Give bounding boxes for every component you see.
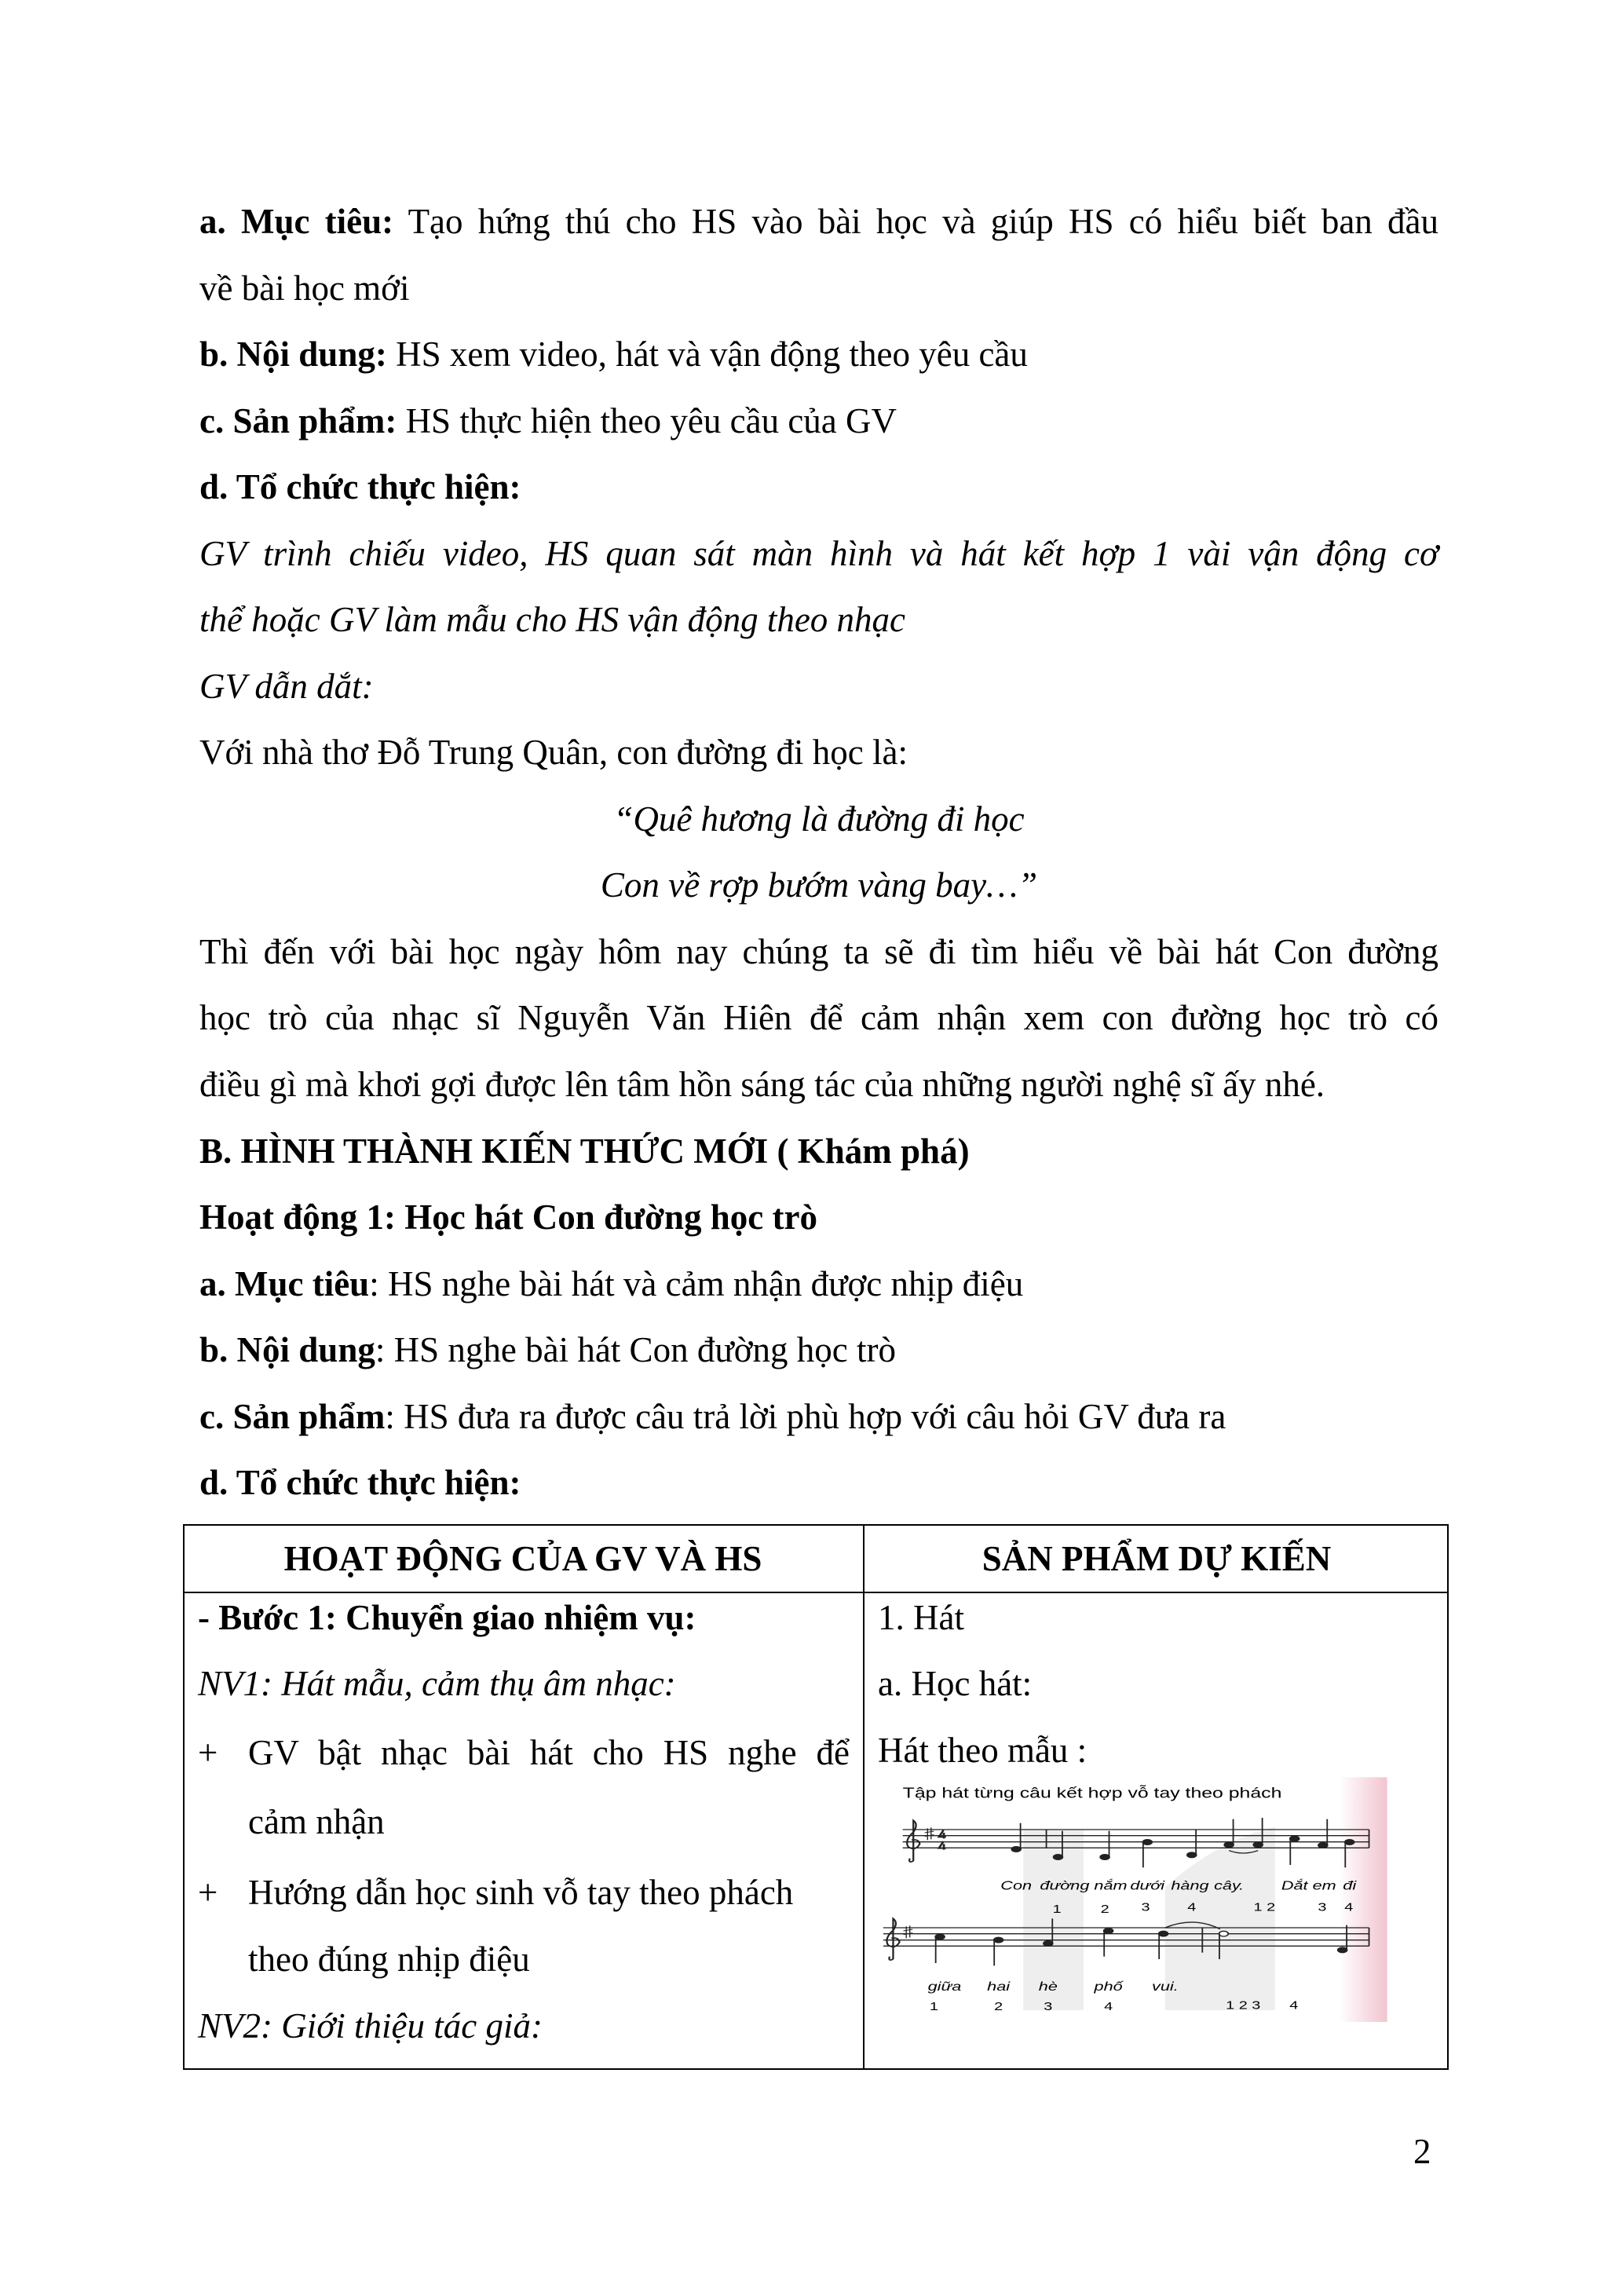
- item-2-line-1: Hướng dẫn học sinh vỗ tay theo phách: [248, 1873, 794, 1912]
- lyric: hai: [987, 1980, 1011, 1994]
- bullet-1: +: [198, 1733, 218, 1772]
- b-muc-tieu-text: : HS nghe bài hát và cảm nhận được nhịp điệu: [369, 1264, 1024, 1303]
- b-san-pham-label: c. Sản phẩm: [199, 1397, 386, 1436]
- beat-number: 2: [994, 1999, 1003, 2013]
- item-1-line-2: cảm nhận: [248, 1802, 385, 1841]
- to-chuc-heading: d. Tổ chức thực hiện:: [199, 467, 521, 506]
- b-muc-tieu-line: [199, 1251, 1023, 1317]
- beats-row-2: [930, 1998, 1299, 2013]
- flower-decoration: [1339, 1777, 1387, 2022]
- beat-number: 4: [1344, 1899, 1354, 1914]
- activity-heading: Hoạt động 1: Học hát Con đường học trò: [199, 1197, 817, 1237]
- beat-number: 3: [1318, 1899, 1327, 1914]
- muc-tieu-label: a. Mục tiêu:: [199, 202, 394, 241]
- table-header-products: SẢN PHẨM DỰ KIẾN: [981, 1539, 1332, 1578]
- muc-tieu-continuation: về bài học mới: [199, 269, 410, 308]
- music-title: Tập hát từng câu kết hợp vỗ tay theo phách: [902, 1784, 1282, 1801]
- beat-number: 4: [1289, 1998, 1299, 2012]
- san-pham-line: [199, 388, 897, 454]
- bullet-2: +: [198, 1873, 218, 1912]
- lyric: hè: [1038, 1980, 1058, 1994]
- muc-tieu-text: Tạo hứng thú cho HS vào bài học và giúp HS có hiểu biết ban đầu: [408, 202, 1439, 241]
- b-noi-dung-label: b. Nội dung: [199, 1330, 375, 1369]
- beat-number: 3: [1141, 1899, 1150, 1914]
- music-sheet-image: [864, 1775, 1413, 2049]
- italic-line-2: thể hoặc GV làm mẫu cho HS vận động theo nhạc: [199, 600, 906, 639]
- beat-number: 1: [1052, 1902, 1062, 1916]
- step-1-label: - Bước 1: Chuyển giao nhiệm vụ:: [198, 1598, 696, 1637]
- beat-number: 1 2: [1253, 1899, 1276, 1914]
- b-muc-tieu-label: a. Mục tiêu: [199, 1264, 370, 1303]
- lyrics-row-1: [1000, 1879, 1357, 1893]
- staff-2: [883, 1928, 1369, 1953]
- noi-dung-text: HS xem video, hát và vận động theo yêu cầu: [396, 335, 1028, 374]
- lyric: đường nắm: [1040, 1879, 1128, 1893]
- beat-number: 2: [1100, 1902, 1109, 1916]
- beat-number: 4: [1104, 1999, 1113, 2013]
- product-line-3: Hát theo mẫu :: [878, 1731, 1087, 1770]
- lyric: dưới: [1130, 1879, 1165, 1893]
- lyric: phố: [1094, 1980, 1123, 1994]
- poem-line-1: “Quê hương là đường đi học: [613, 799, 1025, 839]
- noi-dung-line: [199, 321, 1028, 387]
- table-header-activities: HOẠT ĐỘNG CỦA GV VÀ HS: [283, 1539, 762, 1578]
- lyric: cây.: [1214, 1879, 1245, 1893]
- item-2-line-2: theo đúng nhịp điệu: [248, 1940, 530, 1979]
- product-line-1: 1. Hát: [878, 1598, 964, 1637]
- lyric: giữa: [927, 1980, 962, 1994]
- product-line-2: a. Học hát:: [878, 1664, 1033, 1703]
- nv1-label: NV1: Hát mẫu, cảm thụ âm nhạc:: [198, 1664, 676, 1703]
- lyric: Con: [1000, 1879, 1033, 1893]
- lyric: Dắt em: [1281, 1879, 1336, 1893]
- b-to-chuc-heading: d. Tổ chức thực hiện:: [199, 1463, 521, 1502]
- italic-line-1: GV trình chiếu video, HS quan sát màn hình và hát kết hợp 1 vài vận động cơ: [199, 534, 1438, 573]
- muc-tieu-line: [199, 188, 1438, 254]
- treble-clef-icon: [907, 1820, 919, 1862]
- watermark-logo: [1023, 1827, 1275, 2010]
- lyrics-row-2: [928, 1980, 1179, 1994]
- nv2-label: NV2: Giới thiệu tác giả:: [198, 2006, 543, 2046]
- intro-line: Với nhà thơ Đỗ Trung Quân, con đường đi học là:: [199, 733, 908, 772]
- lyric: hàng: [1171, 1879, 1209, 1893]
- notes-row-2: [935, 1918, 1347, 1965]
- beat-number: 1 2 3: [1226, 1998, 1261, 2012]
- beat-number: 4: [1187, 1899, 1197, 1914]
- b-noi-dung-text: : HS nghe bài hát Con đường học trò: [375, 1330, 896, 1369]
- noi-dung-label: b. Nội dung:: [199, 335, 387, 374]
- section-b-heading: B. HÌNH THÀNH KIẾN THỨC MỚI ( Khám phá): [199, 1132, 970, 1171]
- treble-clef-icon: [886, 1918, 899, 1960]
- lyric: đi: [1343, 1879, 1357, 1893]
- poem-line-2: Con về rợp bướm vàng bay…”: [600, 865, 1038, 905]
- paragraph-line-2: học trò của nhạc sĩ Nguyễn Văn Hiên để cảm nhận xem con đường học trò có: [199, 998, 1438, 1037]
- paragraph-line-3: điều gì mà khơi gợi được lên tâm hồn sáng tác của những người nghệ sĩ ấy nhé.: [199, 1065, 1325, 1104]
- san-pham-label: c. Sản phẩm:: [199, 401, 397, 441]
- b-san-pham-line: [199, 1384, 1226, 1450]
- beat-number: 1: [929, 1999, 938, 2013]
- lyric: vui.: [1152, 1980, 1179, 1994]
- san-pham-text: HS thực hiện theo yêu cầu của GV: [405, 401, 897, 441]
- time-signature-icon: [939, 1830, 946, 1850]
- b-noi-dung-line: [199, 1317, 896, 1383]
- beat-number: 3: [1044, 1999, 1053, 2013]
- italic-line-3: GV dẫn dắt:: [199, 667, 374, 706]
- page-number: 2: [1413, 2132, 1431, 2171]
- paragraph-line-1: Thì đến với bài học ngày hôm nay chúng ta sẽ đi tìm hiểu về bài hát Con đường: [199, 932, 1438, 971]
- b-san-pham-text: : HS đưa ra được câu trả lời phù hợp với câu hỏi GV đưa ra: [385, 1397, 1226, 1436]
- item-1-line-1: GV bật nhạc bài hát cho HS nghe để: [248, 1733, 850, 1772]
